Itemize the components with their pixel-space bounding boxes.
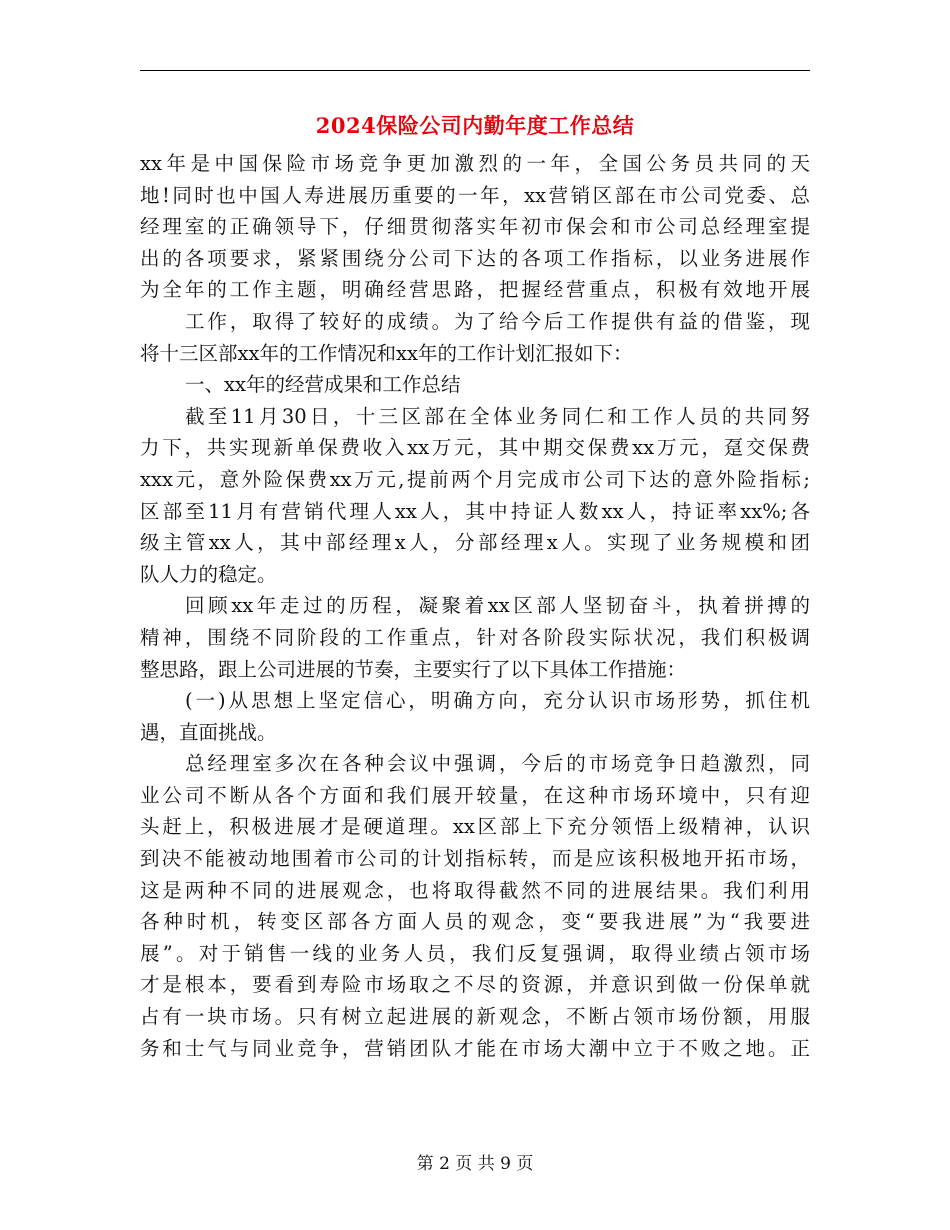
body-line: 将十三区部xx年的工作情况和xx年的工作计划汇报如下： [140, 341, 633, 365]
body-line: 级主管xx人，其中部经理x人，分部经理x人。实现了业务规模和团 [140, 531, 810, 555]
body-line: 遇，直面挑战。 [140, 720, 277, 744]
body-line: 经理室的正确领导下，仔细贯彻落实年初市保会和市公司总经理室提 [140, 215, 810, 239]
subsection-heading: (一)从思想上坚定信心，明确方向，充分认识市场形势，抓住机 [185, 689, 810, 713]
body-line: 截至11月30日，十三区部在全体业务同仁和工作人员的共同努 [185, 404, 810, 428]
document-body [140, 148, 810, 1064]
body-line: 回顾xx年走过的历程，凝聚着xx区部人坚韧奋斗，执着拼搏的 [185, 594, 810, 618]
body-line: 工作，取得了较好的成绩。为了给今后工作提供有益的借鉴，现 [185, 309, 810, 333]
body-line: 各种时机，转变区部各方面人员的观念，变“要我进展”为“我要进 [140, 910, 810, 934]
page-number-footer: 第 2 页 共 9 页 [416, 1154, 534, 1174]
body-line: 务和士气与同业竞争，营销团队才能在市场大潮中立于不败之地。正 [140, 1036, 810, 1060]
body-line: 到决不能被动地围着市公司的计划指标转，而是应该积极地开拓市场， [140, 847, 810, 871]
body-line: 为全年的工作主题，明确经营思路，把握经营重点，积极有效地开展 [140, 278, 810, 302]
body-line: 区部至11月有营销代理人xx人，其中持证人数xx人，持证率xx%;各 [140, 499, 810, 523]
body-line: 总经理室多次在各种会议中强调，今后的市场竞争日趋激烈，同 [185, 752, 810, 776]
body-line: xx年是中国保险市场竞争更加激烈的一年，全国公务员共同的天 [140, 152, 810, 175]
body-line: 头赶上，积极进展才是硬道理。xx区部上下充分领悟上级精神，认识 [140, 815, 810, 839]
document-title: 2024保险公司内勤年度工作总结 [315, 113, 635, 138]
header-rule [140, 70, 810, 71]
body-line: 精神，围绕不同阶段的工作重点，针对各阶段实际状况，我们积极调 [140, 625, 810, 649]
body-line: 整思路，跟上公司进展的节奏，主要实行了以下具体工作措施： [140, 657, 687, 681]
body-line: 地!同时也中国人寿进展历重要的一年，xx营销区部在市公司党委、总 [140, 183, 810, 207]
body-line: 这是两种不同的进展观念，也将取得截然不同的进展结果。我们利用 [140, 878, 810, 902]
body-line: xxx元，意外险保费xx万元,提前两个月完成市公司下达的意外险指标; [140, 467, 810, 491]
body-line: 展”。对于销售一线的业务人员，我们反复强调，取得业绩占领市场 [140, 941, 810, 965]
body-line: 占有一块市场。只有树立起进展的新观念，不断占领市场份额，用服 [140, 1005, 810, 1029]
body-line: 力下，共实现新单保费收入xx万元，其中期交保费xx万元，趸交保费 [140, 436, 810, 460]
body-line: 业公司不断从各个方面和我们展开较量，在这种市场环境中，只有迎 [140, 783, 810, 807]
body-line: 出的各项要求，紧紧围绕分公司下达的各项工作指标，以业务进展作 [140, 246, 810, 270]
section-heading: 一、xx年的经营成果和工作总结 [185, 373, 461, 397]
body-line: 才是根本，要看到寿险市场取之不尽的资源，并意识到做一份保单就 [140, 973, 810, 997]
body-line: 队人力的稳定。 [140, 562, 277, 586]
